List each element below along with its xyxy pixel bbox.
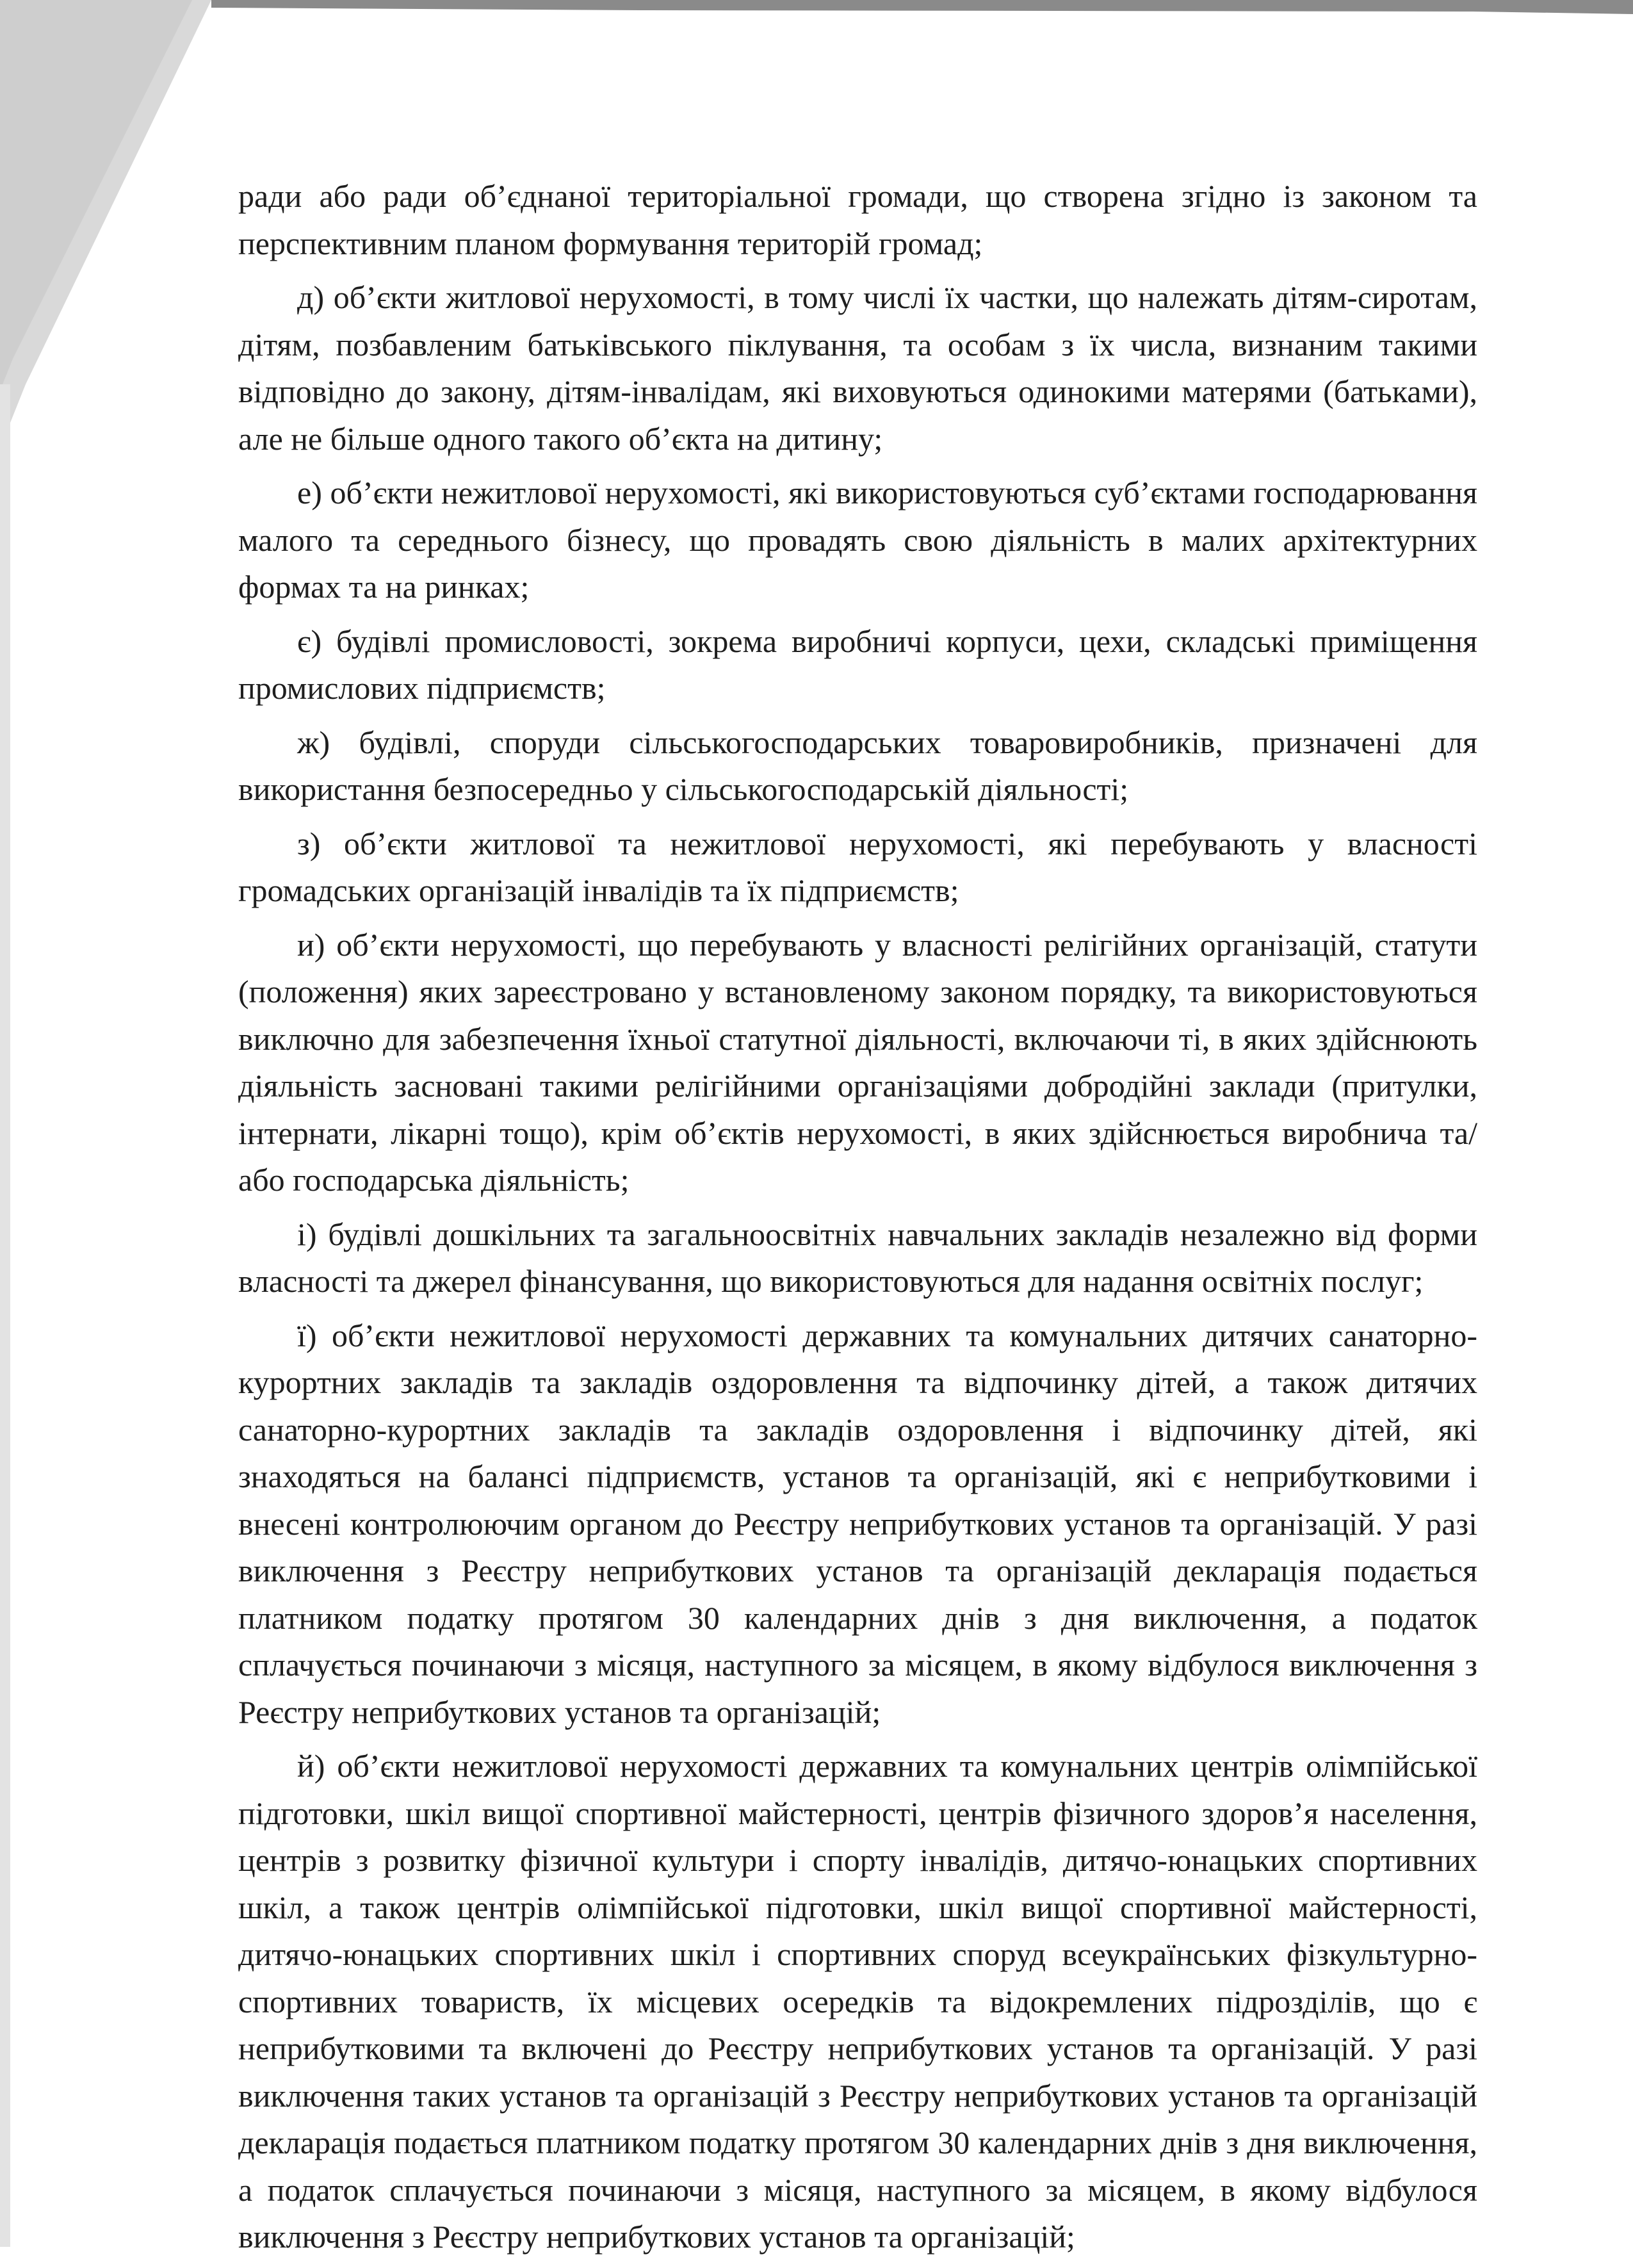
paragraph-yi: ї) об’єкти нежитлової нерухомості державних та комунальних дитячих санаторно-курортних закладів та закладів оздоровлення та відпочинку дітей, а також дитячих санаторно-курортних закладів та закладів оздоровлення і відпочинку дітей, які знаходяться на балансі підприємств, установ та організацій, які є неприбутковими і внесені контролюючим органом до Реєстру неприбуткових установ та організацій. У разі виключення з Реєстру неприбуткових установ та організацій декларація подається платником податку протягом 30 календарних днів з дня виключення, а податок сплачується починаючи з місяця, наступного за місяцем, в якому відбулося виключення з Реєстру неприбуткових установ та організацій;: [238, 1317, 1477, 1730]
top-edge-shadow: [211, 0, 1633, 14]
paragraph-ye: є) будівлі промисловості, зокрема виробничі корпуси, цехи, складські приміщення промислових підприємств;: [238, 623, 1477, 706]
left-edge-strip: [0, 384, 10, 2247]
left-corner-fold-inner: [0, 0, 192, 391]
paragraph-i: і) будівлі дошкільних та загальноосвітніх навчальних закладів незалежно від форми власності та джерел фінансування, що використовуються для надання освітніх послуг;: [238, 1216, 1477, 1299]
document-body: [238, 173, 1477, 2268]
paragraph-continuation: ради або ради об’єднаної територіальної громади, що створена згідно із законом та перспективним планом формування територій громад;: [238, 178, 1477, 261]
paragraph-yot: й) об’єкти нежитлової нерухомості державних та комунальних центрів олімпійської підготовки, шкіл вищої спортивної майстерності, центрів фізичного здоров’я населення, центрів з розвитку фізичної культури і спорту інвалідів, дитячо-юнацьких спортивних шкіл, а також центрів олімпійської підготовки, шкіл вищої спортивної майстерності, дитячо-юнацьких спортивних шкіл і спортивних споруд всеукраїнських фізкультурно-спортивних товариств, їх місцевих осередків та відокремлених підрозділів, що є неприбутковими та включені до Реєстру неприбуткових установ та організацій. У разі виключення таких установ та організацій з Реєстру неприбуткових установ та організацій декларація подається платником податку протягом 30 календарних днів з дня виключення, а податок сплачується починаючи з місяця, наступного за місяцем, в якому відбулося виключення з Реєстру неприбуткових установ та організацій;: [238, 1748, 1477, 2255]
paragraph-e: е) об’єкти нежитлової нерухомості, які використовуються суб’єктами господарювання малого та середнього бізнесу, що провадять свою діяльність в малих архітектурних формах та на ринках;: [238, 475, 1477, 605]
paragraph-y: и) об’єкти нерухомості, що перебувають у власності релігійних організацій, статути (положення) яких зареєстровано у встановленому законом порядку, та використовуються виключно для забезпечення їхньої статутної діяльності, включаючи ті, в яких здійснюють діяльність засновані такими релігійними організаціями добродійні заклади (притулки, інтернати, лікарні тощо), крім об’єктів нерухомості, в яких здійснюється виробнича та/або господарська діяльність;: [238, 926, 1477, 1198]
paragraph-d: д) об’єкти житлової нерухомості, в тому числі їх частки, що належать дітям-сиротам, дітям, позбавленим батьківського піклування, та особам з їх числа, визнаним такими відповідно до закону, дітям-інвалідам, які виховуються одинокими матерями (батьками), але не більше одного такого об’єкта на дитину;: [238, 279, 1477, 457]
left-corner-fold: [0, 0, 211, 448]
paragraph-zh: ж) будівлі, споруди сільськогосподарських товаровиробників, призначені для використання безпосередньо у сільськогосподарській діяльності;: [238, 724, 1477, 807]
paragraph-z: з) об’єкти житлової та нежитлової нерухомості, які перебувають у власності громадських організацій інвалідів та їх підприємств;: [238, 825, 1477, 908]
